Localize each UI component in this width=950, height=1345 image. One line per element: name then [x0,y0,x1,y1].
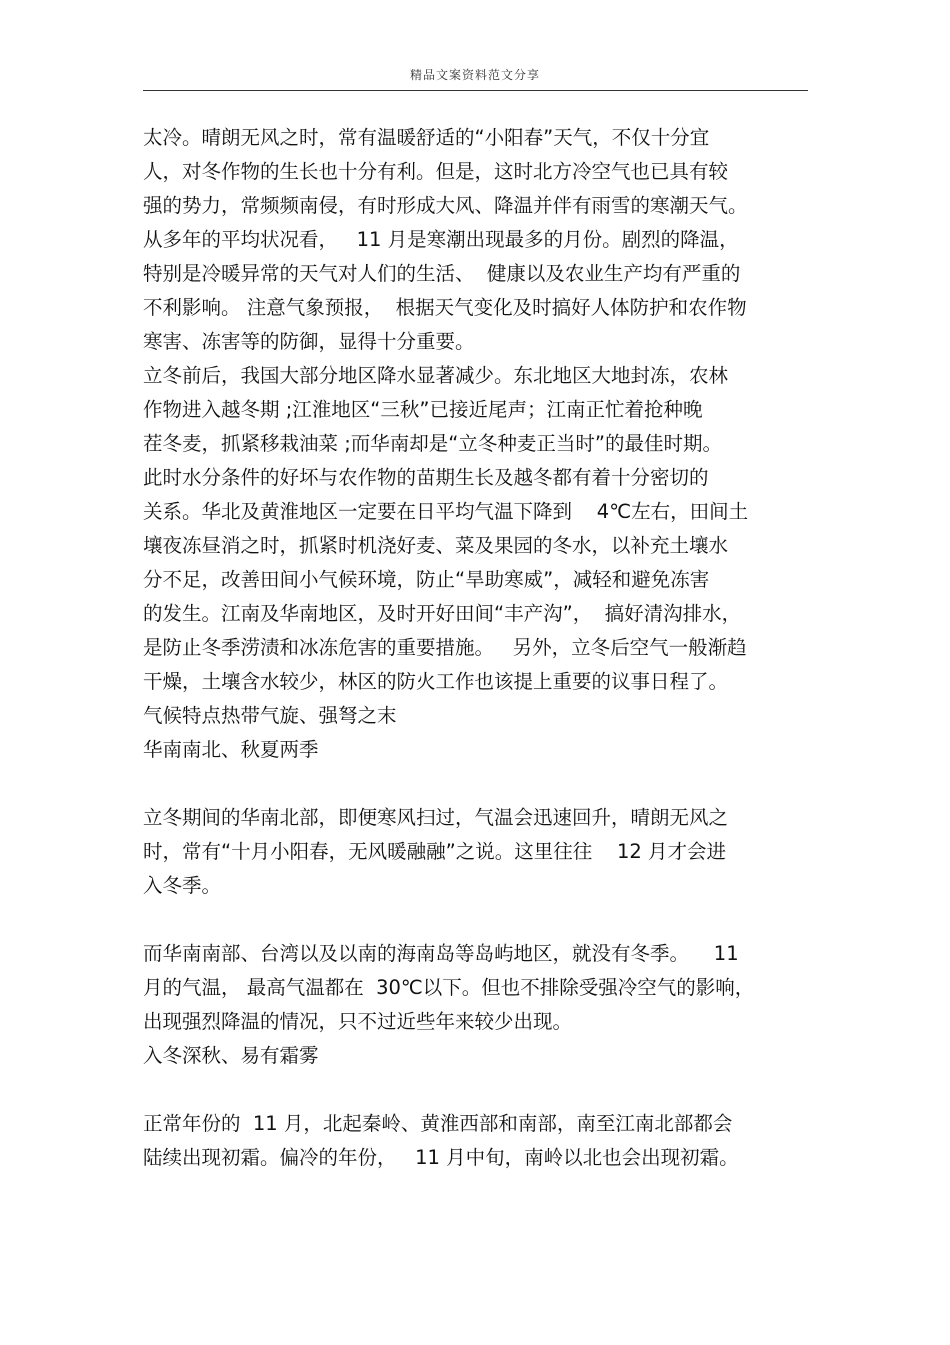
text-line: 作物进入越冬期 ;江淮地区“三秋”已接近尾声；江南正忙着抢种晚 [143,398,703,421]
blank-line [143,767,813,801]
text-line: 时，常有“十月小阳春，无风暖融融”之说。这里往往 12 月才会进 [143,840,727,863]
text-line: 立冬前后，我国大部分地区降水显著减少。东北地区大地封冻，农林 [143,364,729,387]
text-line: 太冷。晴朗无风之时，常有温暖舒适的“小阳春”天气，不仅十分宜 [143,126,710,149]
text-line: 月的气温， 最高气温都在 30℃以下。但也不排除受强冷空气的影响， [143,976,755,999]
text-line: 强的势力，常频频南侵，有时形成大风、降温并伴有雨雪的寒潮天气。 [143,194,748,217]
text-line: 壤夜冻昼消之时，抓紧时机浇好麦、菜及果园的冬水，以补充土壤水 [143,534,729,557]
section-heading: 入冬深秋、易有霜雾 [143,1044,319,1067]
text-line: 关系。华北及黄淮地区一定要在日平均气温下降到 4℃左右，田间土 [143,500,749,523]
text-line: 人，对冬作物的生长也十分有利。但是，这时北方冷空气也已具有较 [143,160,729,183]
section-heading: 华南南北、秋夏两季 [143,738,319,761]
text-line: 此时水分条件的好坏与农作物的苗期生长及越冬都有着十分密切的 [143,466,709,489]
text-line: 而华南南部、台湾以及以南的海南岛等岛屿地区，就没有冬季。 11 [143,942,739,965]
text-line: 茬冬麦，抓紧移栽油菜 ;而华南却是“立冬种麦正当时”的最佳时期。 [143,432,722,455]
text-line: 从多年的平均状况看， 11 月是寒潮出现最多的月份。剧烈的降温， [143,228,739,251]
text-line: 陆续出现初霜。偏冷的年份， 11 月中旬，南岭以北也会出现初霜。 [143,1146,739,1169]
blank-line [143,1073,813,1107]
text-line: 正常年份的 11 月，北起秦岭、黄淮西部和南部，南至江南北部都会 [143,1112,733,1135]
text-line: 是防止冬季涝渍和冰冻危害的重要措施。 另外，立冬后空气一般渐趋 [143,636,747,659]
text-line: 的发生。江南及华南地区，及时开好田间“丰产沟”， 搞好清沟排水， [143,602,742,625]
text-line: 寒害、冻害等的防御，显得十分重要。 [143,330,475,353]
text-line: 出现强烈降温的情况，只不过近些年来较少出现。 [143,1010,573,1033]
text-line: 分不足，改善田间小气候环境，防止“旱助寒威”，减轻和避免冻害 [143,568,710,591]
text-line: 不利影响。 注意气象预报， 根据天气变化及时搞好人体防护和农作物 [143,296,747,319]
blank-line [143,903,813,937]
text-line: 干燥，土壤含水较少，林区的防火工作也该提上重要的议事日程了。 [143,670,729,693]
section-heading: 气候特点热带气旋、强弩之末 [143,704,397,727]
document-body [143,121,813,1175]
text-line: 立冬期间的华南北部，即便寒风扫过，气温会迅速回升，晴朗无风之 [143,806,729,829]
page-header-title: 精品文案资料范文分享 [409,68,540,82]
header-divider [143,90,808,91]
text-line: 入冬季。 [143,874,222,897]
text-line: 特别是冷暖异常的天气对人们的生活、 健康以及农业生产均有严重的 [143,262,741,285]
